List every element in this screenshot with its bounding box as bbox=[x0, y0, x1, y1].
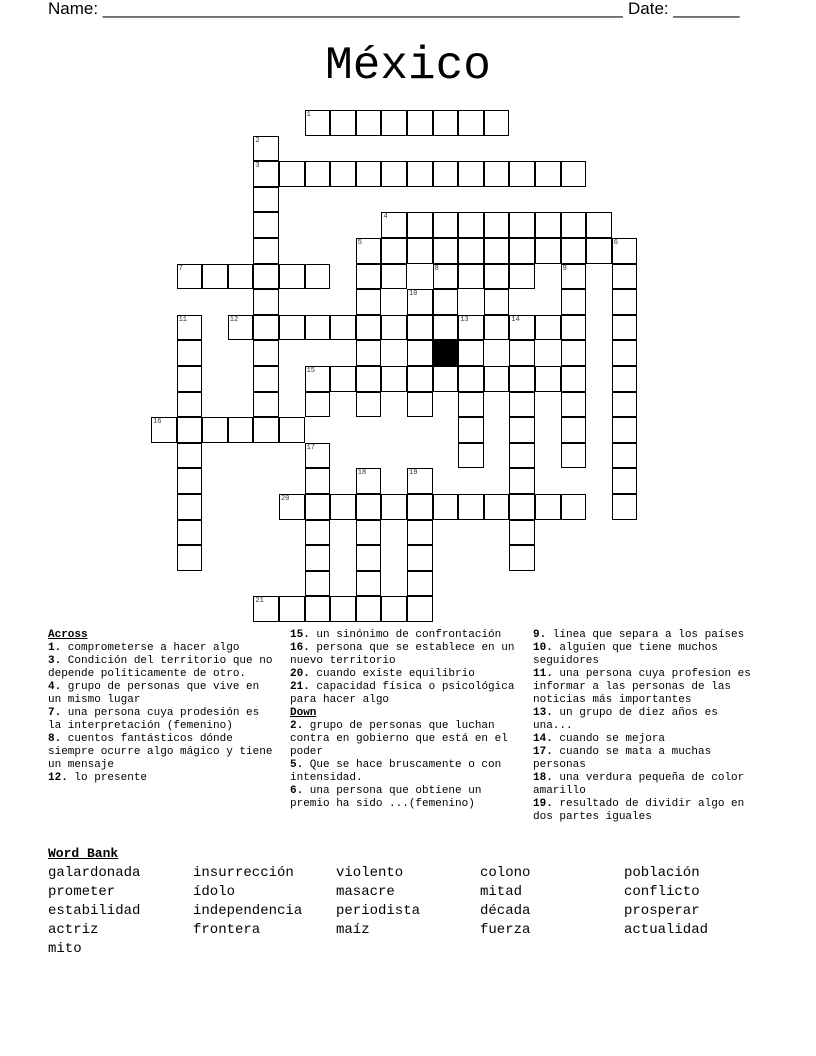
crossword-cell[interactable] bbox=[407, 392, 433, 418]
word-bank-item: actriz bbox=[48, 922, 99, 938]
crossword-cell[interactable] bbox=[305, 264, 331, 290]
clue-text: cuando existe equilibrio bbox=[309, 668, 475, 680]
clue-number-label: 13. bbox=[533, 707, 553, 719]
crossword-cell[interactable] bbox=[228, 315, 254, 341]
crossword-cell[interactable] bbox=[612, 366, 638, 392]
crossword-cell[interactable] bbox=[305, 392, 331, 418]
crossword-cell[interactable] bbox=[305, 161, 331, 187]
clue-text: Que se hace bruscamente o con intensidad. bbox=[290, 759, 502, 784]
crossword-cell[interactable] bbox=[561, 494, 587, 520]
word-bank-item: masacre bbox=[336, 884, 395, 900]
clue-text: alguien que tiene muchos seguidores bbox=[533, 642, 718, 667]
clue-number-label: 21. bbox=[290, 681, 310, 693]
crossword-cell[interactable] bbox=[612, 443, 638, 469]
clue-number: 15 bbox=[306, 367, 315, 375]
clue-item bbox=[290, 642, 518, 668]
crossword-cell[interactable] bbox=[509, 212, 535, 238]
crossword-cell[interactable] bbox=[356, 571, 382, 597]
crossword-cell[interactable] bbox=[356, 392, 382, 418]
clue-item bbox=[290, 668, 518, 681]
word-bank-item: fuerza bbox=[480, 922, 531, 938]
crossword-cell[interactable] bbox=[356, 494, 382, 520]
clue-number-label: 6. bbox=[290, 785, 304, 797]
crossword-cell[interactable] bbox=[253, 366, 279, 392]
word-bank-item: periodista bbox=[336, 903, 421, 919]
clue-text: grupo de personas que luchan contra en gobierno que está en el poder bbox=[290, 720, 508, 758]
clue-text: grupo de personas que vive en un mismo lugar bbox=[48, 681, 260, 706]
crossword-cell[interactable] bbox=[509, 545, 535, 571]
crossword-cell[interactable] bbox=[535, 212, 561, 238]
clue-item bbox=[533, 707, 761, 733]
crossword-cell[interactable] bbox=[586, 212, 612, 238]
word-bank-title: Word Bank bbox=[48, 846, 119, 861]
clue-text: una persona cuya prodesión es la interpretación (femenino) bbox=[48, 707, 260, 732]
crossword-cell[interactable] bbox=[612, 392, 638, 418]
crossword-cell[interactable] bbox=[458, 161, 484, 187]
clue-number: 1 bbox=[306, 111, 311, 119]
crossword-cell[interactable] bbox=[177, 494, 203, 520]
clue-number: 14 bbox=[511, 315, 520, 324]
clue-item bbox=[48, 642, 276, 655]
crossword-cell[interactable] bbox=[509, 315, 535, 341]
clue-item bbox=[48, 655, 276, 681]
clue-item bbox=[533, 772, 761, 798]
clue-item bbox=[290, 759, 518, 785]
crossword-cell[interactable] bbox=[509, 494, 535, 520]
clue-number-label: 4. bbox=[48, 681, 62, 693]
crossword-cell[interactable] bbox=[458, 264, 484, 290]
crossword-cell[interactable] bbox=[381, 264, 407, 290]
crossword-cell[interactable] bbox=[433, 289, 459, 315]
clue-number: 21 bbox=[255, 597, 264, 606]
clue-number-label: 12. bbox=[48, 772, 68, 784]
clue-item bbox=[48, 681, 276, 707]
clue-item bbox=[533, 798, 761, 824]
crossword-cell[interactable] bbox=[177, 366, 203, 392]
crossword-cell[interactable] bbox=[356, 545, 382, 571]
crossword-cell[interactable] bbox=[458, 392, 484, 418]
crossword-cell[interactable] bbox=[228, 264, 254, 290]
crossword-cell[interactable] bbox=[484, 366, 510, 392]
crossword-cell[interactable] bbox=[433, 264, 459, 290]
crossword-cell[interactable] bbox=[509, 264, 535, 290]
crossword-cell[interactable] bbox=[509, 366, 535, 392]
crossword-cell[interactable] bbox=[509, 161, 535, 187]
crossword-cell[interactable] bbox=[253, 315, 279, 341]
clue-number-label: 7. bbox=[48, 707, 62, 719]
crossword-cell[interactable] bbox=[407, 161, 433, 187]
crossword-cell[interactable] bbox=[612, 264, 638, 290]
crossword-cell[interactable] bbox=[407, 468, 433, 494]
clue-number: 18 bbox=[357, 469, 367, 478]
clue-text: cuando se mata a muchas personas bbox=[533, 746, 712, 771]
page-title: México bbox=[325, 40, 491, 92]
clue-item bbox=[533, 642, 761, 668]
clue-text: un sinónimo de confrontación bbox=[309, 629, 502, 641]
clue-number: 9 bbox=[562, 264, 567, 273]
crossword-cell[interactable] bbox=[253, 161, 279, 187]
clue-number-label: 19. bbox=[533, 798, 553, 810]
crossword-cell[interactable] bbox=[407, 212, 433, 238]
word-bank-item: violento bbox=[336, 865, 404, 881]
word-bank-item: ídolo bbox=[193, 884, 236, 900]
clue-number: 6 bbox=[613, 239, 618, 247]
crossword-cell[interactable] bbox=[407, 596, 433, 622]
clue-text: una persona que obtiene un premio ha sido ...(femenino) bbox=[290, 785, 482, 810]
clue-text: comprometerse a hacer algo bbox=[61, 642, 240, 654]
crossword-cell[interactable] bbox=[484, 315, 510, 341]
clue-text: una persona cuya profesion es informar a las personas de las noticias más importantes bbox=[533, 668, 751, 706]
word-bank-item: maíz bbox=[336, 922, 370, 938]
crossword-cell[interactable] bbox=[330, 596, 356, 622]
clue-number-label: 10. bbox=[533, 642, 553, 654]
crossword-cell[interactable] bbox=[612, 238, 638, 264]
crossword-cell[interactable] bbox=[381, 366, 407, 392]
crossword-cell[interactable] bbox=[279, 161, 305, 187]
crossword-cell[interactable] bbox=[561, 161, 587, 187]
crossword-cell[interactable] bbox=[279, 264, 305, 290]
crossword-cell[interactable] bbox=[177, 315, 203, 341]
crossword-cell[interactable] bbox=[509, 443, 535, 469]
crossword-cell[interactable] bbox=[484, 110, 510, 136]
clue-text: cuentos fantásticos dónde siempre ocurre algo mágico y tiene un mensaje bbox=[48, 733, 273, 771]
crossword-cell[interactable] bbox=[202, 264, 228, 290]
clue-number-label: 14. bbox=[533, 733, 553, 745]
clue-number: 7 bbox=[178, 264, 183, 273]
word-bank-item: galardonada bbox=[48, 865, 141, 881]
clue-item bbox=[533, 668, 761, 707]
crossword-cell[interactable] bbox=[279, 494, 305, 520]
crossword-cell[interactable] bbox=[433, 494, 459, 520]
crossword-cell[interactable] bbox=[407, 110, 433, 136]
clue-number: 8 bbox=[434, 264, 439, 273]
crossword-cell[interactable] bbox=[484, 238, 510, 264]
crossword-cell[interactable] bbox=[509, 392, 535, 418]
crossword-cell[interactable] bbox=[535, 238, 561, 264]
clue-number: 12 bbox=[229, 315, 239, 324]
crossword-cell[interactable] bbox=[305, 520, 331, 546]
crossword-cell[interactable] bbox=[458, 315, 484, 341]
down-heading: Down bbox=[290, 707, 317, 719]
crossword-cell[interactable] bbox=[279, 315, 305, 341]
crossword-black-cell bbox=[433, 340, 459, 366]
crossword-cell[interactable] bbox=[305, 315, 331, 341]
crossword-cell[interactable] bbox=[407, 315, 433, 341]
crossword-cell[interactable] bbox=[612, 417, 638, 443]
crossword-cell[interactable] bbox=[356, 315, 382, 341]
crossword-cell[interactable] bbox=[177, 468, 203, 494]
crossword-cell[interactable] bbox=[458, 417, 484, 443]
crossword-cell[interactable] bbox=[381, 161, 407, 187]
across-heading: Across bbox=[48, 629, 88, 641]
clue-number-label: 8. bbox=[48, 733, 62, 745]
crossword-cell[interactable] bbox=[561, 264, 587, 290]
crossword-cell[interactable] bbox=[177, 264, 203, 290]
crossword-cell[interactable] bbox=[509, 417, 535, 443]
crossword-cell[interactable] bbox=[177, 520, 203, 546]
crossword-cell[interactable] bbox=[484, 161, 510, 187]
clue-item bbox=[533, 733, 761, 746]
clue-number-label: 2. bbox=[290, 720, 304, 732]
clues-column-2 bbox=[290, 629, 518, 811]
crossword-cell[interactable] bbox=[253, 289, 279, 315]
clue-number-label: 15. bbox=[290, 629, 310, 641]
crossword-cell[interactable] bbox=[561, 289, 587, 315]
clue-item bbox=[290, 785, 518, 811]
word-bank-item: conflicto bbox=[624, 884, 700, 900]
crossword-cell[interactable] bbox=[509, 520, 535, 546]
crossword-cell[interactable] bbox=[407, 545, 433, 571]
crossword-cell[interactable] bbox=[458, 494, 484, 520]
crossword-cell[interactable] bbox=[177, 392, 203, 418]
clue-text: resultado de dividir algo en dos partes iguales bbox=[533, 798, 745, 823]
clue-item bbox=[290, 629, 518, 642]
crossword-cell[interactable] bbox=[356, 110, 382, 136]
clue-number: 4 bbox=[383, 213, 388, 222]
crossword-cell[interactable] bbox=[535, 315, 561, 341]
crossword-cell[interactable] bbox=[484, 494, 510, 520]
crossword-cell[interactable] bbox=[356, 366, 382, 392]
clue-number-label: 11. bbox=[533, 668, 553, 680]
crossword-cell[interactable] bbox=[509, 340, 535, 366]
clue-number-label: 20. bbox=[290, 668, 310, 680]
crossword-cell[interactable] bbox=[612, 289, 638, 315]
crossword-cell[interactable] bbox=[535, 366, 561, 392]
word-bank-item: frontera bbox=[193, 922, 261, 938]
crossword-cell[interactable] bbox=[356, 289, 382, 315]
clue-item bbox=[48, 707, 276, 733]
word-bank-item: década bbox=[480, 903, 531, 919]
crossword-cell[interactable] bbox=[612, 494, 638, 520]
clue-number-label: 16. bbox=[290, 642, 310, 654]
crossword-cell[interactable] bbox=[535, 161, 561, 187]
crossword-cell[interactable] bbox=[177, 340, 203, 366]
crossword-cell[interactable] bbox=[458, 110, 484, 136]
crossword-cell[interactable] bbox=[433, 238, 459, 264]
clue-number: 13 bbox=[460, 315, 469, 324]
crossword-cell[interactable] bbox=[305, 366, 331, 392]
crossword-cell[interactable] bbox=[458, 212, 484, 238]
crossword-cell[interactable] bbox=[305, 443, 331, 469]
crossword-cell[interactable] bbox=[407, 366, 433, 392]
crossword-cell[interactable] bbox=[381, 212, 407, 238]
crossword-cell[interactable] bbox=[356, 340, 382, 366]
crossword-cell[interactable] bbox=[330, 366, 356, 392]
crossword-cell[interactable] bbox=[433, 212, 459, 238]
word-bank-item: población bbox=[624, 865, 700, 881]
crossword-cell[interactable] bbox=[253, 238, 279, 264]
crossword-cell[interactable] bbox=[330, 161, 356, 187]
crossword-cell[interactable] bbox=[177, 417, 203, 443]
clue-text: persona que se establece en un nuevo territorio bbox=[290, 642, 515, 667]
clue-text: Condición del territorio que no depende políticamente de otro. bbox=[48, 655, 273, 680]
clue-number: 19 bbox=[409, 469, 418, 478]
clue-item bbox=[290, 681, 518, 707]
crossword-cell[interactable] bbox=[279, 596, 305, 622]
word-bank-item: prosperar bbox=[624, 903, 700, 919]
crossword-cell[interactable] bbox=[330, 315, 356, 341]
crossword-cell[interactable] bbox=[356, 238, 382, 264]
crossword-cell[interactable] bbox=[407, 494, 433, 520]
crossword-cell[interactable] bbox=[356, 264, 382, 290]
crossword-cell[interactable] bbox=[305, 545, 331, 571]
crossword-cell[interactable] bbox=[253, 392, 279, 418]
crossword-cell[interactable] bbox=[381, 238, 407, 264]
crossword-cell[interactable] bbox=[407, 289, 433, 315]
crossword-cell[interactable] bbox=[458, 340, 484, 366]
word-bank-item: prometer bbox=[48, 884, 116, 900]
clue-item bbox=[48, 733, 276, 772]
crossword-cell[interactable] bbox=[561, 238, 587, 264]
crossword-cell[interactable] bbox=[509, 238, 535, 264]
crossword-cell[interactable] bbox=[253, 417, 279, 443]
crossword-cell[interactable] bbox=[561, 340, 587, 366]
crossword-cell[interactable] bbox=[433, 366, 459, 392]
crossword-cell[interactable] bbox=[228, 417, 254, 443]
word-bank-item: actualidad bbox=[624, 922, 709, 938]
crossword-cell[interactable] bbox=[561, 417, 587, 443]
clue-number: 17 bbox=[306, 443, 315, 452]
clue-number: 16 bbox=[153, 418, 162, 427]
clue-text: una verdura pequeña de color amarillo bbox=[533, 772, 745, 797]
crossword-cell[interactable] bbox=[381, 596, 407, 622]
crossword-cell[interactable] bbox=[305, 494, 331, 520]
crossword-cell[interactable] bbox=[356, 520, 382, 546]
crossword-cell[interactable] bbox=[305, 596, 331, 622]
crossword-cell[interactable] bbox=[433, 110, 459, 136]
crossword-cell[interactable] bbox=[484, 212, 510, 238]
crossword-cell[interactable] bbox=[561, 315, 587, 341]
crossword-cell[interactable] bbox=[177, 545, 203, 571]
word-bank-item: mitad bbox=[480, 884, 523, 900]
crossword-cell[interactable] bbox=[253, 596, 279, 622]
crossword-cell[interactable] bbox=[305, 468, 331, 494]
crossword-cell[interactable] bbox=[253, 264, 279, 290]
clue-number: 3 bbox=[255, 162, 260, 171]
crossword-cell[interactable] bbox=[381, 110, 407, 136]
crossword-cell[interactable] bbox=[433, 315, 459, 341]
crossword-cell[interactable] bbox=[612, 468, 638, 494]
crossword-cell[interactable] bbox=[356, 596, 382, 622]
crossword-cell[interactable] bbox=[356, 468, 382, 494]
crossword-cell[interactable] bbox=[177, 443, 203, 469]
crossword-cell[interactable] bbox=[586, 238, 612, 264]
clue-number-label: 18. bbox=[533, 772, 553, 784]
clues-column-1 bbox=[48, 629, 276, 785]
clue-item bbox=[290, 720, 518, 759]
name-field-label[interactable]: Name: _______________________________________________________ bbox=[48, 0, 623, 18]
crossword-cell[interactable] bbox=[509, 468, 535, 494]
crossword-cell[interactable] bbox=[381, 494, 407, 520]
clue-text: lo presente bbox=[67, 772, 148, 784]
crossword-cell[interactable] bbox=[561, 443, 587, 469]
clue-number: 10 bbox=[409, 290, 418, 299]
clues-column-3 bbox=[533, 629, 761, 824]
word-bank-item: colono bbox=[480, 865, 531, 881]
clue-number-label: 1. bbox=[48, 642, 62, 654]
clue-number: 20 bbox=[281, 495, 290, 503]
date-field-label[interactable]: Date: _______ bbox=[628, 0, 740, 18]
crossword-cell[interactable] bbox=[484, 289, 510, 315]
crossword-cell[interactable] bbox=[535, 494, 561, 520]
crossword-cell[interactable] bbox=[612, 315, 638, 341]
crossword-cell[interactable] bbox=[151, 417, 177, 443]
crossword-cell[interactable] bbox=[253, 212, 279, 238]
clue-text: línea que separa a los países bbox=[546, 629, 745, 641]
crossword-cell[interactable] bbox=[305, 110, 331, 136]
crossword-cell[interactable] bbox=[356, 161, 382, 187]
word-bank-item: estabilidad bbox=[48, 903, 141, 919]
word-bank-item: mito bbox=[48, 941, 82, 957]
crossword-cell[interactable] bbox=[458, 366, 484, 392]
crossword-cell[interactable] bbox=[407, 340, 433, 366]
crossword-cell[interactable] bbox=[407, 238, 433, 264]
crossword-cell[interactable] bbox=[561, 366, 587, 392]
crossword-cell[interactable] bbox=[253, 187, 279, 213]
crossword-cell[interactable] bbox=[279, 417, 305, 443]
clue-number-label: 9. bbox=[533, 629, 547, 641]
crossword-cell[interactable] bbox=[407, 571, 433, 597]
crossword-cell[interactable] bbox=[458, 443, 484, 469]
word-bank-item: independencia bbox=[193, 903, 303, 919]
clue-text: un grupo de diez años es una... bbox=[533, 707, 718, 732]
clue-item bbox=[533, 746, 761, 772]
crossword-cell[interactable] bbox=[612, 340, 638, 366]
word-bank-item: insurrección bbox=[193, 865, 294, 881]
clue-number-label: 3. bbox=[48, 655, 62, 667]
clue-text: cuando se mejora bbox=[552, 733, 666, 745]
crossword-cell[interactable] bbox=[407, 520, 433, 546]
clue-number-label: 5. bbox=[290, 759, 304, 771]
clue-number-label: 17. bbox=[533, 746, 553, 758]
clue-text: capacidad física o psicológica para hacer algo bbox=[290, 681, 515, 706]
crossword-cell[interactable] bbox=[330, 494, 356, 520]
crossword-cell[interactable] bbox=[561, 212, 587, 238]
clue-item bbox=[533, 629, 761, 642]
crossword-cell[interactable] bbox=[458, 238, 484, 264]
crossword-cell[interactable] bbox=[202, 417, 228, 443]
crossword-cell[interactable] bbox=[305, 571, 331, 597]
crossword-cell[interactable] bbox=[484, 264, 510, 290]
crossword-cell[interactable] bbox=[433, 161, 459, 187]
clue-item bbox=[48, 772, 276, 785]
crossword-cell[interactable] bbox=[381, 315, 407, 341]
crossword-cell[interactable] bbox=[253, 340, 279, 366]
crossword-cell[interactable] bbox=[561, 392, 587, 418]
crossword-cell[interactable] bbox=[253, 136, 279, 162]
clue-number: 2 bbox=[255, 136, 260, 145]
crossword-cell[interactable] bbox=[330, 110, 356, 136]
clue-number: 11 bbox=[178, 315, 187, 324]
clue-number: 5 bbox=[357, 239, 362, 247]
